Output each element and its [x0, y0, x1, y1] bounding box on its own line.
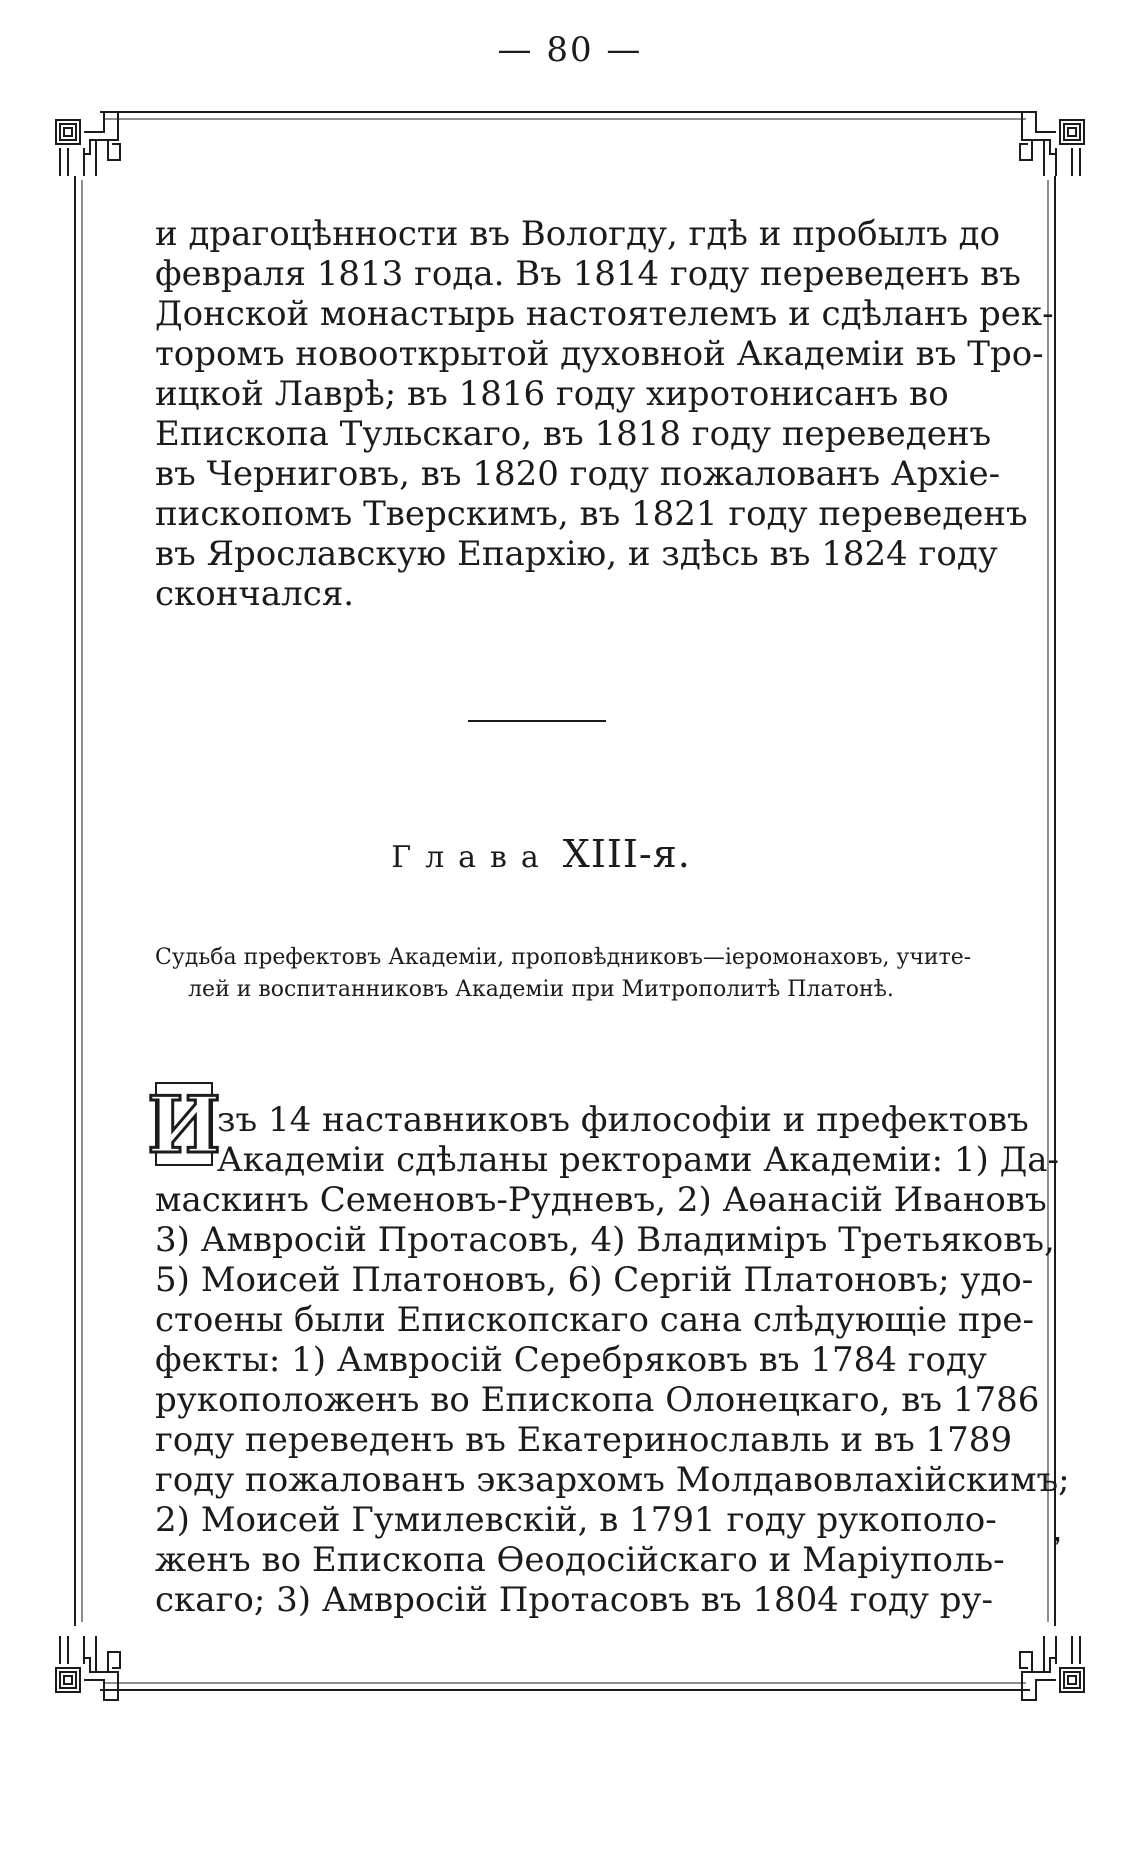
section-divider [468, 720, 606, 722]
text-line: Академіи сдѣланы ректорами Академіи: 1) Да- [217, 1140, 1060, 1180]
chapter-number: XIII-я. [562, 832, 691, 876]
text-line: въ Ярославскую Епархію, и здѣсь въ 1824 году [155, 534, 998, 574]
text-line: фекты: 1) Амвросій Серебряковъ въ 1784 году [155, 1340, 987, 1380]
summary-line: лей и воспитанниковъ Академіи при Митрополитѣ Платонѣ. [188, 977, 894, 1002]
paragraph-continued [155, 214, 1054, 614]
text-line: Епископа Тульскаго, въ 1818 году переведенъ [155, 414, 992, 454]
text-line: 3) Амвросій Протасовъ, 4) Владиміръ Третьяковъ, [155, 1220, 1055, 1260]
text-line: и драгоцѣнности въ Вологду, гдѣ и пробылъ до [155, 214, 1001, 254]
chapter-heading [155, 832, 927, 876]
corner-ornament-top-right [1020, 112, 1084, 176]
text-line: ицкой Лаврѣ; въ 1816 году хиротонисанъ во [155, 374, 949, 414]
text-line: рукоположенъ во Епископа Олонецкаго, въ 1786 [155, 1380, 1040, 1420]
text-line: 2) Моисей Гумилевскій, в 1791 году рукополо- [155, 1500, 997, 1540]
chapter-summary [155, 942, 972, 1006]
text-line: маскинъ Семеновъ-Рудневъ, 2) Аѳанасій Ивановъ [155, 1180, 1047, 1220]
text-line: году переведенъ въ Екатеринославль и въ 1789 [155, 1420, 1013, 1460]
text-line: пископомъ Тверскимъ, въ 1821 году переведенъ [155, 494, 1028, 534]
text-line: скаго; 3) Амвросій Протасовъ въ 1804 году ру- [155, 1580, 994, 1620]
text-line: торомъ новооткрытой духовной Академіи въ Тро- [155, 334, 1044, 374]
corner-ornament-top-left [56, 112, 120, 176]
text-line: февраля 1813 года. Въ 1814 году переведенъ въ [155, 254, 1021, 294]
text-line: Донской монастырь настоятелемъ и сдѣланъ рек- [155, 294, 1054, 334]
margin-mark: ❜ [1054, 1534, 1062, 1559]
text-line: стоены были Епископскаго сана слѣдующіе пре- [155, 1300, 1034, 1340]
text-line: году пожалованъ экзархомъ Молдавовлахійскимъ; [155, 1460, 1070, 1500]
chapter-label: Глава [391, 840, 553, 875]
text-line: въ Черниговъ, въ 1820 году пожалованъ Архіе- [155, 454, 1001, 494]
summary-line: Судьба префектовъ Академіи, проповѣдниковъ—іеромонаховъ, учите- [155, 945, 972, 970]
text-line: зъ 14 наставниковъ философіи и префектовъ [217, 1100, 1029, 1140]
paragraph-opening [155, 1100, 1070, 1620]
drop-cap-letter: И [147, 1080, 221, 1171]
text-line: женъ во Епископа Ѳеодосійскаго и Маріуполь- [155, 1540, 1005, 1580]
text-line: 5) Моисей Платоновъ, 6) Сергій Платоновъ; удо- [155, 1260, 1034, 1300]
text-line: скончался. [155, 574, 355, 614]
page-number: — 80 — [497, 30, 643, 70]
